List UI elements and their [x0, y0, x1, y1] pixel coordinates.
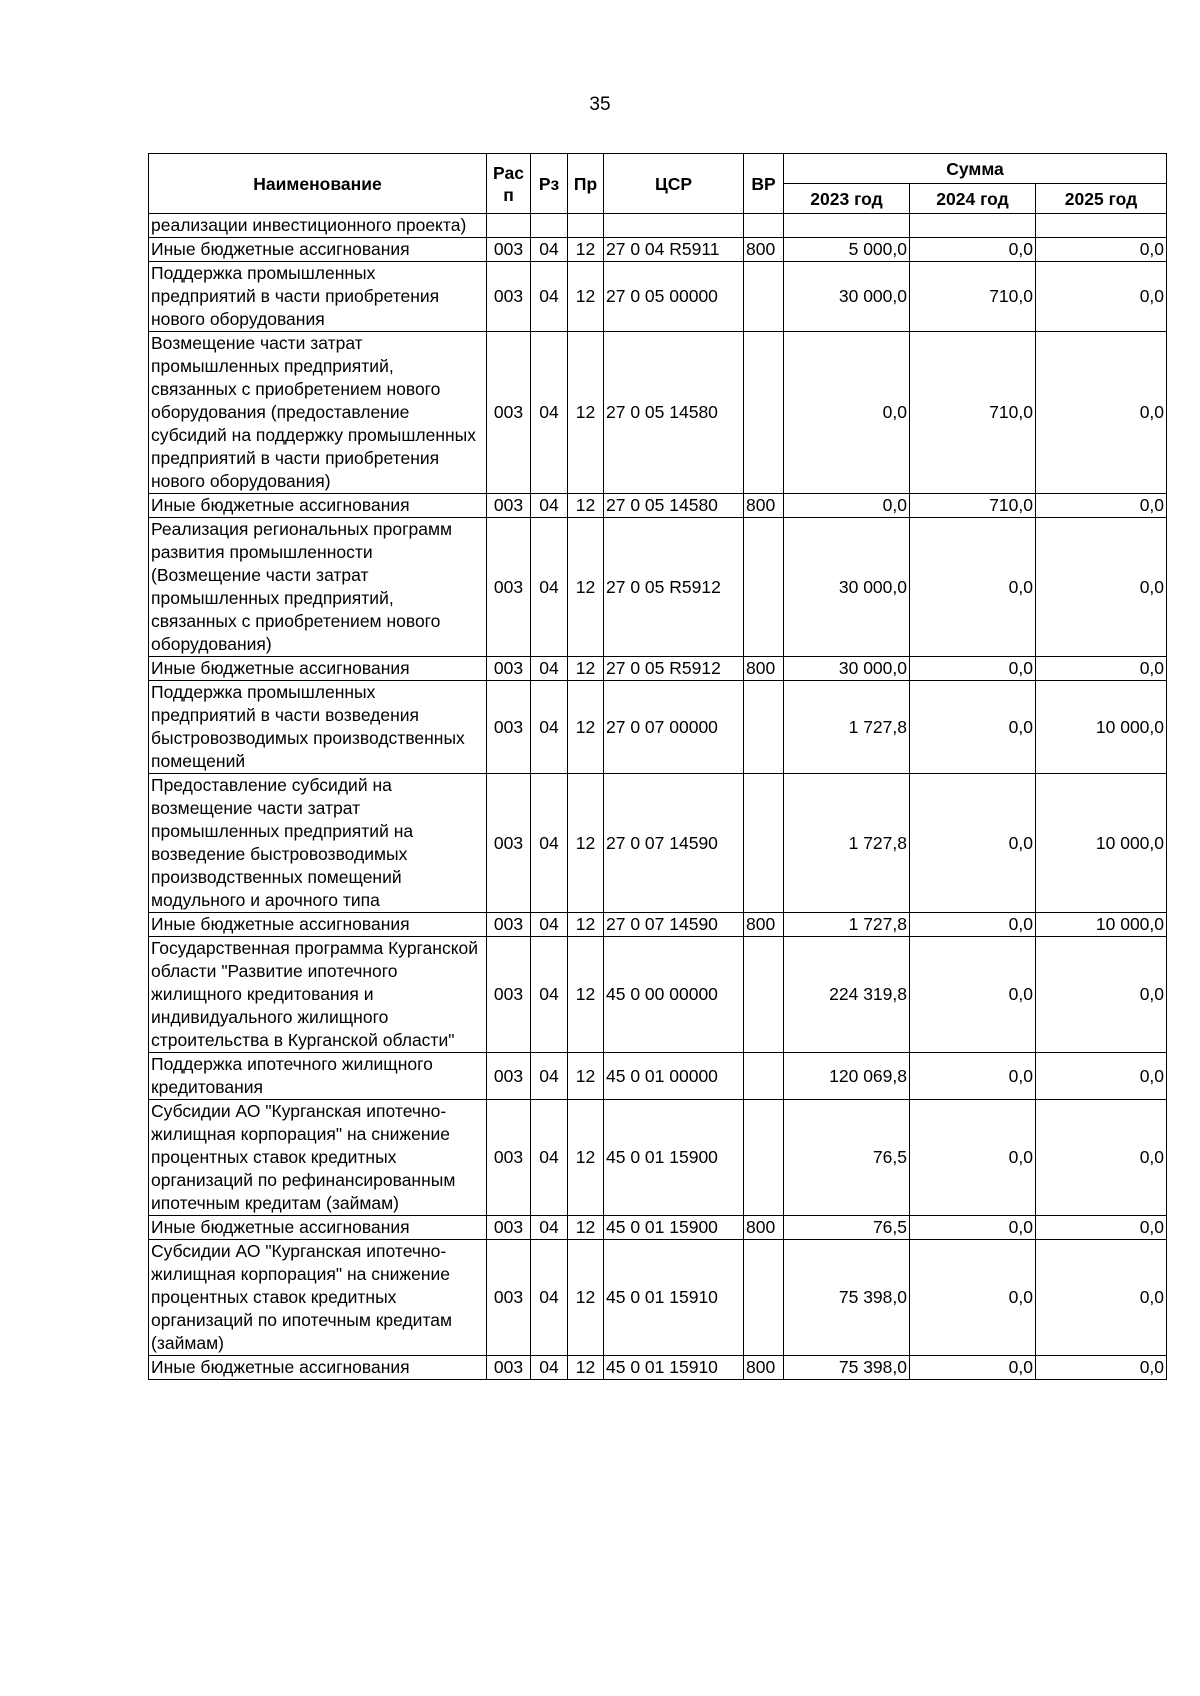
cell-sum-2023: 75 398,0 — [784, 1356, 910, 1380]
table-row — [149, 494, 1167, 518]
cell-name: Иные бюджетные ассигнования — [149, 913, 487, 937]
header-year-2025: 2025 год — [1036, 184, 1167, 214]
cell-name: Государственная программа Курганской области "Развитие ипотечного жилищного кредитования и индивидуального жилищного строительства в Курганской области" — [149, 937, 487, 1053]
cell-csr: 27 0 05 R5912 — [604, 657, 744, 681]
table-row — [149, 937, 1167, 1053]
cell-rz: 04 — [531, 913, 568, 937]
table-row — [149, 332, 1167, 494]
cell-rasp: 003 — [487, 657, 531, 681]
table-row — [149, 681, 1167, 774]
cell-sum-2023: 30 000,0 — [784, 262, 910, 332]
cell-pr: 12 — [568, 238, 604, 262]
cell-pr: 12 — [568, 1053, 604, 1100]
cell-name: Иные бюджетные ассигнования — [149, 1216, 487, 1240]
cell-rz: 04 — [531, 1356, 568, 1380]
cell-rz: 04 — [531, 518, 568, 657]
cell-vr: 800 — [744, 1356, 784, 1380]
cell-pr: 12 — [568, 1356, 604, 1380]
cell-vr — [744, 937, 784, 1053]
cell-vr — [744, 1240, 784, 1356]
table-row — [149, 913, 1167, 937]
cell-sum-2023: 76,5 — [784, 1216, 910, 1240]
header-vr: ВР — [744, 154, 784, 214]
cell-rasp: 003 — [487, 332, 531, 494]
cell-rz: 04 — [531, 1216, 568, 1240]
table-row — [149, 1356, 1167, 1380]
cell-vr — [744, 518, 784, 657]
cell-sum-2023: 75 398,0 — [784, 1240, 910, 1356]
table-row — [149, 1216, 1167, 1240]
cell-sum-2025: 0,0 — [1036, 1100, 1167, 1216]
cell-pr: 12 — [568, 1216, 604, 1240]
cell-csr: 27 0 04 R5911 — [604, 238, 744, 262]
cell-rz: 04 — [531, 332, 568, 494]
cell-sum-2023: 0,0 — [784, 332, 910, 494]
cell-sum-2024: 710,0 — [910, 332, 1036, 494]
header-year-2023: 2023 год — [784, 184, 910, 214]
cell-sum-2024: 710,0 — [910, 262, 1036, 332]
cell-rz: 04 — [531, 1053, 568, 1100]
cell-sum-2024: 0,0 — [910, 913, 1036, 937]
cell-sum-2024: 0,0 — [910, 1100, 1036, 1216]
cell-sum-2024: 0,0 — [910, 937, 1036, 1053]
cell-pr — [568, 214, 604, 238]
cell-rasp — [487, 214, 531, 238]
cell-sum-2025: 0,0 — [1036, 657, 1167, 681]
cell-vr: 800 — [744, 913, 784, 937]
cell-rz: 04 — [531, 774, 568, 913]
cell-sum-2025: 0,0 — [1036, 1356, 1167, 1380]
cell-name: Иные бюджетные ассигнования — [149, 238, 487, 262]
cell-sum-2023: 120 069,8 — [784, 1053, 910, 1100]
cell-rasp: 003 — [487, 518, 531, 657]
cell-csr: 45 0 01 15900 — [604, 1100, 744, 1216]
cell-rz — [531, 214, 568, 238]
cell-pr: 12 — [568, 1240, 604, 1356]
cell-csr: 45 0 01 15910 — [604, 1240, 744, 1356]
cell-name: Субсидии АО "Курганская ипотечно-жилищная корпорация" на снижение процентных ставок кредитных организаций по рефинансированным ипотечным кредитам (займам) — [149, 1100, 487, 1216]
cell-sum-2025: 0,0 — [1036, 262, 1167, 332]
table-row — [149, 1240, 1167, 1356]
cell-sum-2025: 0,0 — [1036, 332, 1167, 494]
cell-rz: 04 — [531, 681, 568, 774]
cell-csr: 27 0 05 00000 — [604, 262, 744, 332]
table-row — [149, 774, 1167, 913]
cell-sum-2023: 30 000,0 — [784, 518, 910, 657]
cell-pr: 12 — [568, 681, 604, 774]
cell-vr — [744, 214, 784, 238]
cell-csr: 27 0 05 14580 — [604, 494, 744, 518]
table-row — [149, 1100, 1167, 1216]
cell-sum-2024: 0,0 — [910, 657, 1036, 681]
cell-name: Поддержка ипотечного жилищного кредитования — [149, 1053, 487, 1100]
cell-rasp: 003 — [487, 913, 531, 937]
header-pr: Пр — [568, 154, 604, 214]
cell-sum-2025: 0,0 — [1036, 1216, 1167, 1240]
cell-name: Предоставление субсидий на возмещение части затрат промышленных предприятий на возведение быстровозводимых производственных помещений модульного и арочного типа — [149, 774, 487, 913]
budget-table — [148, 153, 1167, 1380]
cell-name: Реализация региональных программ развития промышленности (Возмещение части затрат промышленных предприятий, связанных с приобретением нового оборудования) — [149, 518, 487, 657]
cell-sum-2023: 1 727,8 — [784, 681, 910, 774]
cell-vr — [744, 681, 784, 774]
cell-csr: 45 0 01 15910 — [604, 1356, 744, 1380]
cell-name: Поддержка промышленных предприятий в части возведения быстровозводимых производственных помещений — [149, 681, 487, 774]
cell-vr: 800 — [744, 1216, 784, 1240]
cell-sum-2024: 0,0 — [910, 681, 1036, 774]
table-row — [149, 262, 1167, 332]
cell-pr: 12 — [568, 1100, 604, 1216]
cell-csr: 27 0 05 14580 — [604, 332, 744, 494]
cell-rz: 04 — [531, 1240, 568, 1356]
header-name: Наименование — [149, 154, 487, 214]
cell-vr — [744, 332, 784, 494]
table-row — [149, 657, 1167, 681]
cell-rz: 04 — [531, 937, 568, 1053]
cell-name: Возмещение части затрат промышленных предприятий, связанных с приобретением нового оборудования (предоставление субсидий на поддержку промышленных предприятий в части приобретения нового оборудования) — [149, 332, 487, 494]
cell-vr: 800 — [744, 238, 784, 262]
cell-rasp: 003 — [487, 1053, 531, 1100]
cell-sum-2023 — [784, 214, 910, 238]
cell-sum-2025 — [1036, 214, 1167, 238]
cell-name: реализации инвестиционного проекта) — [149, 214, 487, 238]
cell-sum-2023: 1 727,8 — [784, 913, 910, 937]
cell-sum-2023: 76,5 — [784, 1100, 910, 1216]
cell-sum-2024: 0,0 — [910, 1240, 1036, 1356]
cell-sum-2023: 0,0 — [784, 494, 910, 518]
cell-vr — [744, 1100, 784, 1216]
cell-pr: 12 — [568, 262, 604, 332]
cell-sum-2025: 0,0 — [1036, 518, 1167, 657]
cell-sum-2024: 0,0 — [910, 238, 1036, 262]
cell-sum-2025: 0,0 — [1036, 1240, 1167, 1356]
cell-sum-2025: 0,0 — [1036, 937, 1167, 1053]
cell-rasp: 003 — [487, 1356, 531, 1380]
cell-sum-2025: 0,0 — [1036, 494, 1167, 518]
cell-csr: 27 0 07 00000 — [604, 681, 744, 774]
cell-rasp: 003 — [487, 774, 531, 913]
table-row — [149, 1053, 1167, 1100]
cell-sum-2024: 0,0 — [910, 1356, 1036, 1380]
cell-rz: 04 — [531, 238, 568, 262]
cell-csr: 27 0 07 14590 — [604, 913, 744, 937]
cell-sum-2025: 10 000,0 — [1036, 913, 1167, 937]
cell-csr: 45 0 00 00000 — [604, 937, 744, 1053]
cell-sum-2024 — [910, 214, 1036, 238]
cell-pr: 12 — [568, 774, 604, 913]
table-row — [149, 518, 1167, 657]
cell-rasp: 003 — [487, 681, 531, 774]
cell-rz: 04 — [531, 262, 568, 332]
cell-sum-2025: 0,0 — [1036, 238, 1167, 262]
cell-vr: 800 — [744, 657, 784, 681]
cell-rasp: 003 — [487, 262, 531, 332]
cell-sum-2024: 0,0 — [910, 774, 1036, 913]
cell-sum-2023: 224 319,8 — [784, 937, 910, 1053]
cell-name: Иные бюджетные ассигнования — [149, 1356, 487, 1380]
header-rasp: Рас п — [487, 154, 531, 214]
table-body — [149, 214, 1167, 1380]
cell-csr: 45 0 01 00000 — [604, 1053, 744, 1100]
cell-rasp: 003 — [487, 1216, 531, 1240]
cell-rasp: 003 — [487, 937, 531, 1053]
header-year-2024: 2024 год — [910, 184, 1036, 214]
table-row — [149, 214, 1167, 238]
cell-vr: 800 — [744, 494, 784, 518]
header-sum: Сумма — [784, 154, 1167, 184]
cell-rasp: 003 — [487, 1240, 531, 1356]
cell-csr: 45 0 01 15900 — [604, 1216, 744, 1240]
cell-rz: 04 — [531, 1100, 568, 1216]
cell-sum-2023: 5 000,0 — [784, 238, 910, 262]
cell-sum-2025: 10 000,0 — [1036, 681, 1167, 774]
cell-rasp: 003 — [487, 238, 531, 262]
cell-csr — [604, 214, 744, 238]
table-row — [149, 238, 1167, 262]
cell-name: Субсидии АО "Курганская ипотечно-жилищная корпорация" на снижение процентных ставок кредитных организаций по ипотечным кредитам (займам) — [149, 1240, 487, 1356]
cell-sum-2024: 0,0 — [910, 1053, 1036, 1100]
cell-sum-2023: 1 727,8 — [784, 774, 910, 913]
cell-csr: 27 0 05 R5912 — [604, 518, 744, 657]
cell-sum-2025: 0,0 — [1036, 1053, 1167, 1100]
cell-sum-2024: 0,0 — [910, 1216, 1036, 1240]
table-header — [149, 154, 1167, 214]
cell-sum-2024: 0,0 — [910, 518, 1036, 657]
cell-rasp: 003 — [487, 494, 531, 518]
cell-rasp: 003 — [487, 1100, 531, 1216]
cell-rz: 04 — [531, 494, 568, 518]
page-number: 35 — [589, 94, 611, 115]
cell-pr: 12 — [568, 494, 604, 518]
cell-sum-2025: 10 000,0 — [1036, 774, 1167, 913]
cell-vr — [744, 774, 784, 913]
cell-vr — [744, 1053, 784, 1100]
cell-pr: 12 — [568, 937, 604, 1053]
cell-pr: 12 — [568, 518, 604, 657]
cell-sum-2024: 710,0 — [910, 494, 1036, 518]
cell-name: Иные бюджетные ассигнования — [149, 494, 487, 518]
cell-name: Поддержка промышленных предприятий в части приобретения нового оборудования — [149, 262, 487, 332]
cell-rz: 04 — [531, 657, 568, 681]
cell-sum-2023: 30 000,0 — [784, 657, 910, 681]
header-rz: Рз — [531, 154, 568, 214]
header-csr: ЦСР — [604, 154, 744, 214]
cell-pr: 12 — [568, 332, 604, 494]
cell-name: Иные бюджетные ассигнования — [149, 657, 487, 681]
cell-vr — [744, 262, 784, 332]
cell-csr: 27 0 07 14590 — [604, 774, 744, 913]
cell-pr: 12 — [568, 657, 604, 681]
cell-pr: 12 — [568, 913, 604, 937]
